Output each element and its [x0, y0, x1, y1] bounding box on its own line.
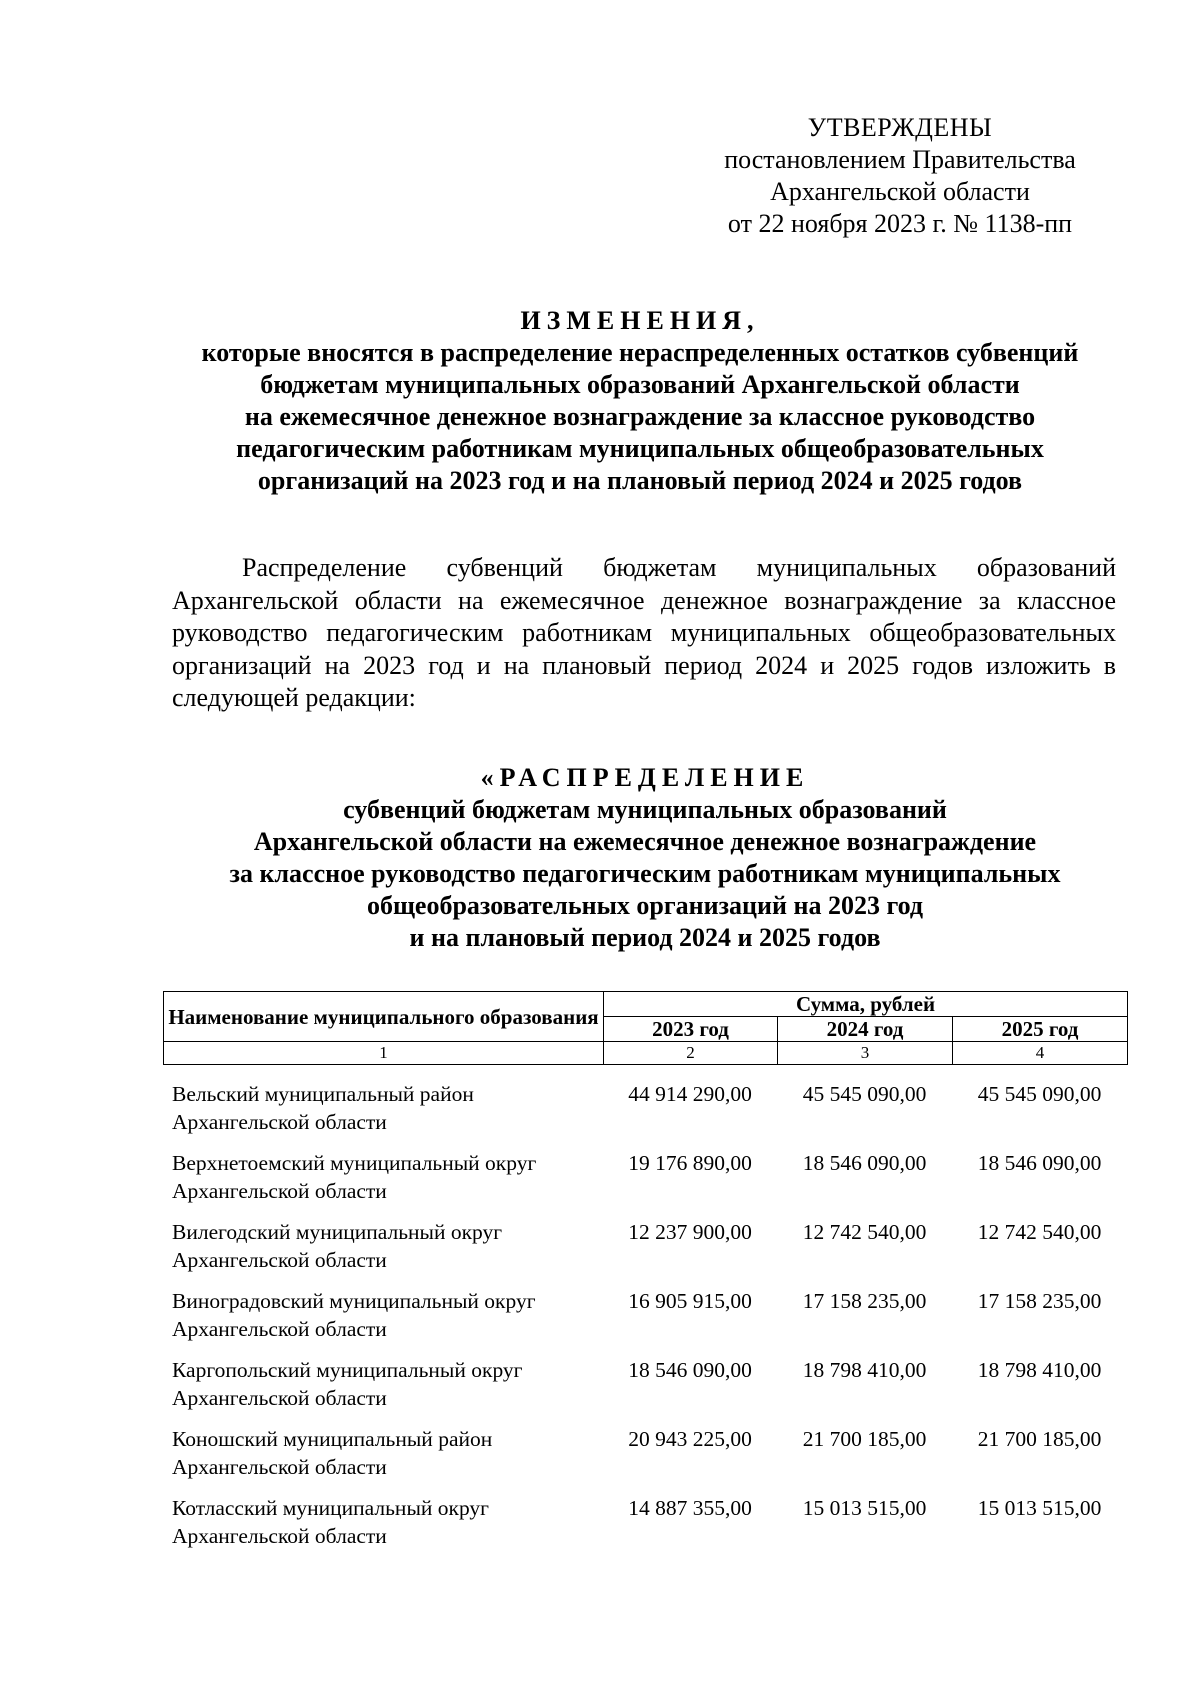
- changes-title: ИЗМЕНЕНИЯ,: [520, 306, 760, 335]
- amount-2024: 21 700 185,00: [802, 1427, 927, 1451]
- header-municipality: Наименование муниципального образования: [164, 992, 604, 1042]
- table-row: [163, 1142, 1127, 1211]
- municipality-cell: [163, 1142, 603, 1211]
- municipality-name: Вилегодский муниципальный округ: [172, 1220, 503, 1244]
- distribution-title: «РАСПРЕДЕЛЕНИЕ: [480, 763, 810, 792]
- table-row: [163, 1487, 1127, 1556]
- amount-2023: 12 237 900,00: [628, 1220, 752, 1244]
- municipality-region: Архангельской области: [172, 1524, 387, 1548]
- distribution-heading-line: и на плановый период 2024 и 2025 годов: [409, 923, 881, 952]
- column-number: 3: [778, 1042, 953, 1065]
- body-paragraph: Распределение субвенций бюджетам муниципальных образований Архангельской области на ежемесячное денежное вознаграждение за классное руководство педагогическим работникам муниципальных общеобразовательных организаций на 2023 год и на плановый период 2024 и 2025 годов изложить в следующей редакции:: [172, 553, 1116, 712]
- table-row: [163, 1349, 1127, 1418]
- amount-2025: 45 545 090,00: [977, 1082, 1102, 1106]
- table-row: [163, 1211, 1127, 1280]
- amount-2023: 16 905 915,00: [628, 1289, 752, 1313]
- approval-line: от 22 ноября 2023 г. № 1138-пп: [727, 209, 1073, 238]
- amount-2025: 17 158 235,00: [977, 1289, 1102, 1313]
- changes-heading-line: которые вносятся в распределение нераспределенных остатков субвенций: [201, 338, 1079, 367]
- amount-2024: 12 742 540,00: [802, 1220, 927, 1244]
- municipality-cell: [163, 1073, 603, 1142]
- header-2023: 2023 год: [604, 1017, 778, 1042]
- municipality-region: Архангельской области: [172, 1317, 387, 1341]
- header-2025: 2025 год: [953, 1017, 1128, 1042]
- changes-heading-line: на ежемесячное денежное вознаграждение за классное руководство: [244, 402, 1036, 431]
- amount-2025: 21 700 185,00: [977, 1427, 1102, 1451]
- approval-line: постановлением Правительства: [724, 145, 1076, 174]
- municipality-region: Архангельской области: [172, 1248, 387, 1272]
- header-sum: Сумма, рублей: [604, 992, 1128, 1017]
- amount-2023: 44 914 290,00: [628, 1082, 752, 1106]
- municipality-cell: [163, 1280, 603, 1349]
- distribution-heading: [150, 762, 1140, 954]
- municipality-cell: [163, 1418, 603, 1487]
- amount-2024: 18 546 090,00: [802, 1151, 927, 1175]
- municipality-region: Архангельской области: [172, 1455, 387, 1479]
- municipality-name: Коношский муниципальный район: [172, 1427, 493, 1451]
- municipality-cell: [163, 1487, 603, 1556]
- amount-2025: 12 742 540,00: [977, 1220, 1102, 1244]
- column-number: 1: [164, 1042, 604, 1065]
- table-row: [163, 1280, 1127, 1349]
- table-row: [163, 1418, 1127, 1487]
- amount-2025: 18 798 410,00: [977, 1358, 1102, 1382]
- amount-2024: 17 158 235,00: [802, 1289, 927, 1313]
- municipality-name: Вельский муниципальный район: [172, 1082, 474, 1106]
- changes-heading-line: педагогическим работникам муниципальных общеобразовательных: [236, 434, 1044, 463]
- amount-2023: 18 546 090,00: [628, 1358, 752, 1382]
- amount-2023: 14 887 355,00: [628, 1496, 752, 1520]
- municipality-region: Архангельской области: [172, 1110, 387, 1134]
- municipality-region: Архангельской области: [172, 1386, 387, 1410]
- amount-2023: 20 943 225,00: [628, 1427, 752, 1451]
- municipality-cell: [163, 1211, 603, 1280]
- amount-2023: 19 176 890,00: [628, 1151, 752, 1175]
- distribution-heading-line: за классное руководство педагогическим работникам муниципальных: [229, 859, 1061, 888]
- municipality-name: Виноградовский муниципальный округ: [172, 1289, 536, 1313]
- municipality-name: Каргопольский муниципальный округ: [172, 1358, 523, 1382]
- municipality-name: Котласский муниципальный округ: [172, 1496, 489, 1520]
- distribution-heading-line: общеобразовательных организаций на 2023 год: [366, 891, 924, 920]
- header-2024: 2024 год: [778, 1017, 953, 1042]
- amount-2025: 15 013 515,00: [977, 1496, 1102, 1520]
- approval-title: УТВЕРЖДЕНЫ: [807, 113, 993, 142]
- amount-2024: 45 545 090,00: [802, 1082, 927, 1106]
- distribution-table: [163, 991, 1127, 1556]
- table-row: [163, 1073, 1127, 1142]
- municipality-region: Архангельской области: [172, 1179, 387, 1203]
- column-number: 2: [604, 1042, 778, 1065]
- amount-2024: 18 798 410,00: [802, 1358, 927, 1382]
- changes-heading-line: бюджетам муниципальных образований Архангельской области: [260, 370, 1020, 399]
- approval-line: Архангельской области: [770, 177, 1030, 206]
- table-body: [163, 1073, 1127, 1556]
- approval-stamp: [690, 112, 1110, 240]
- amount-2025: 18 546 090,00: [977, 1151, 1102, 1175]
- column-number: 4: [953, 1042, 1128, 1065]
- amount-2024: 15 013 515,00: [802, 1496, 927, 1520]
- municipality-name: Верхнетоемский муниципальный округ: [172, 1151, 537, 1175]
- changes-heading-line: организаций на 2023 год и на плановый период 2024 и 2025 годов: [257, 466, 1023, 495]
- table-header: [163, 991, 1128, 1065]
- changes-heading: [150, 305, 1130, 497]
- municipality-cell: [163, 1349, 603, 1418]
- distribution-heading-line: Архангельской области на ежемесячное денежное вознаграждение: [253, 827, 1037, 856]
- distribution-heading-line: субвенций бюджетам муниципальных образований: [343, 795, 947, 824]
